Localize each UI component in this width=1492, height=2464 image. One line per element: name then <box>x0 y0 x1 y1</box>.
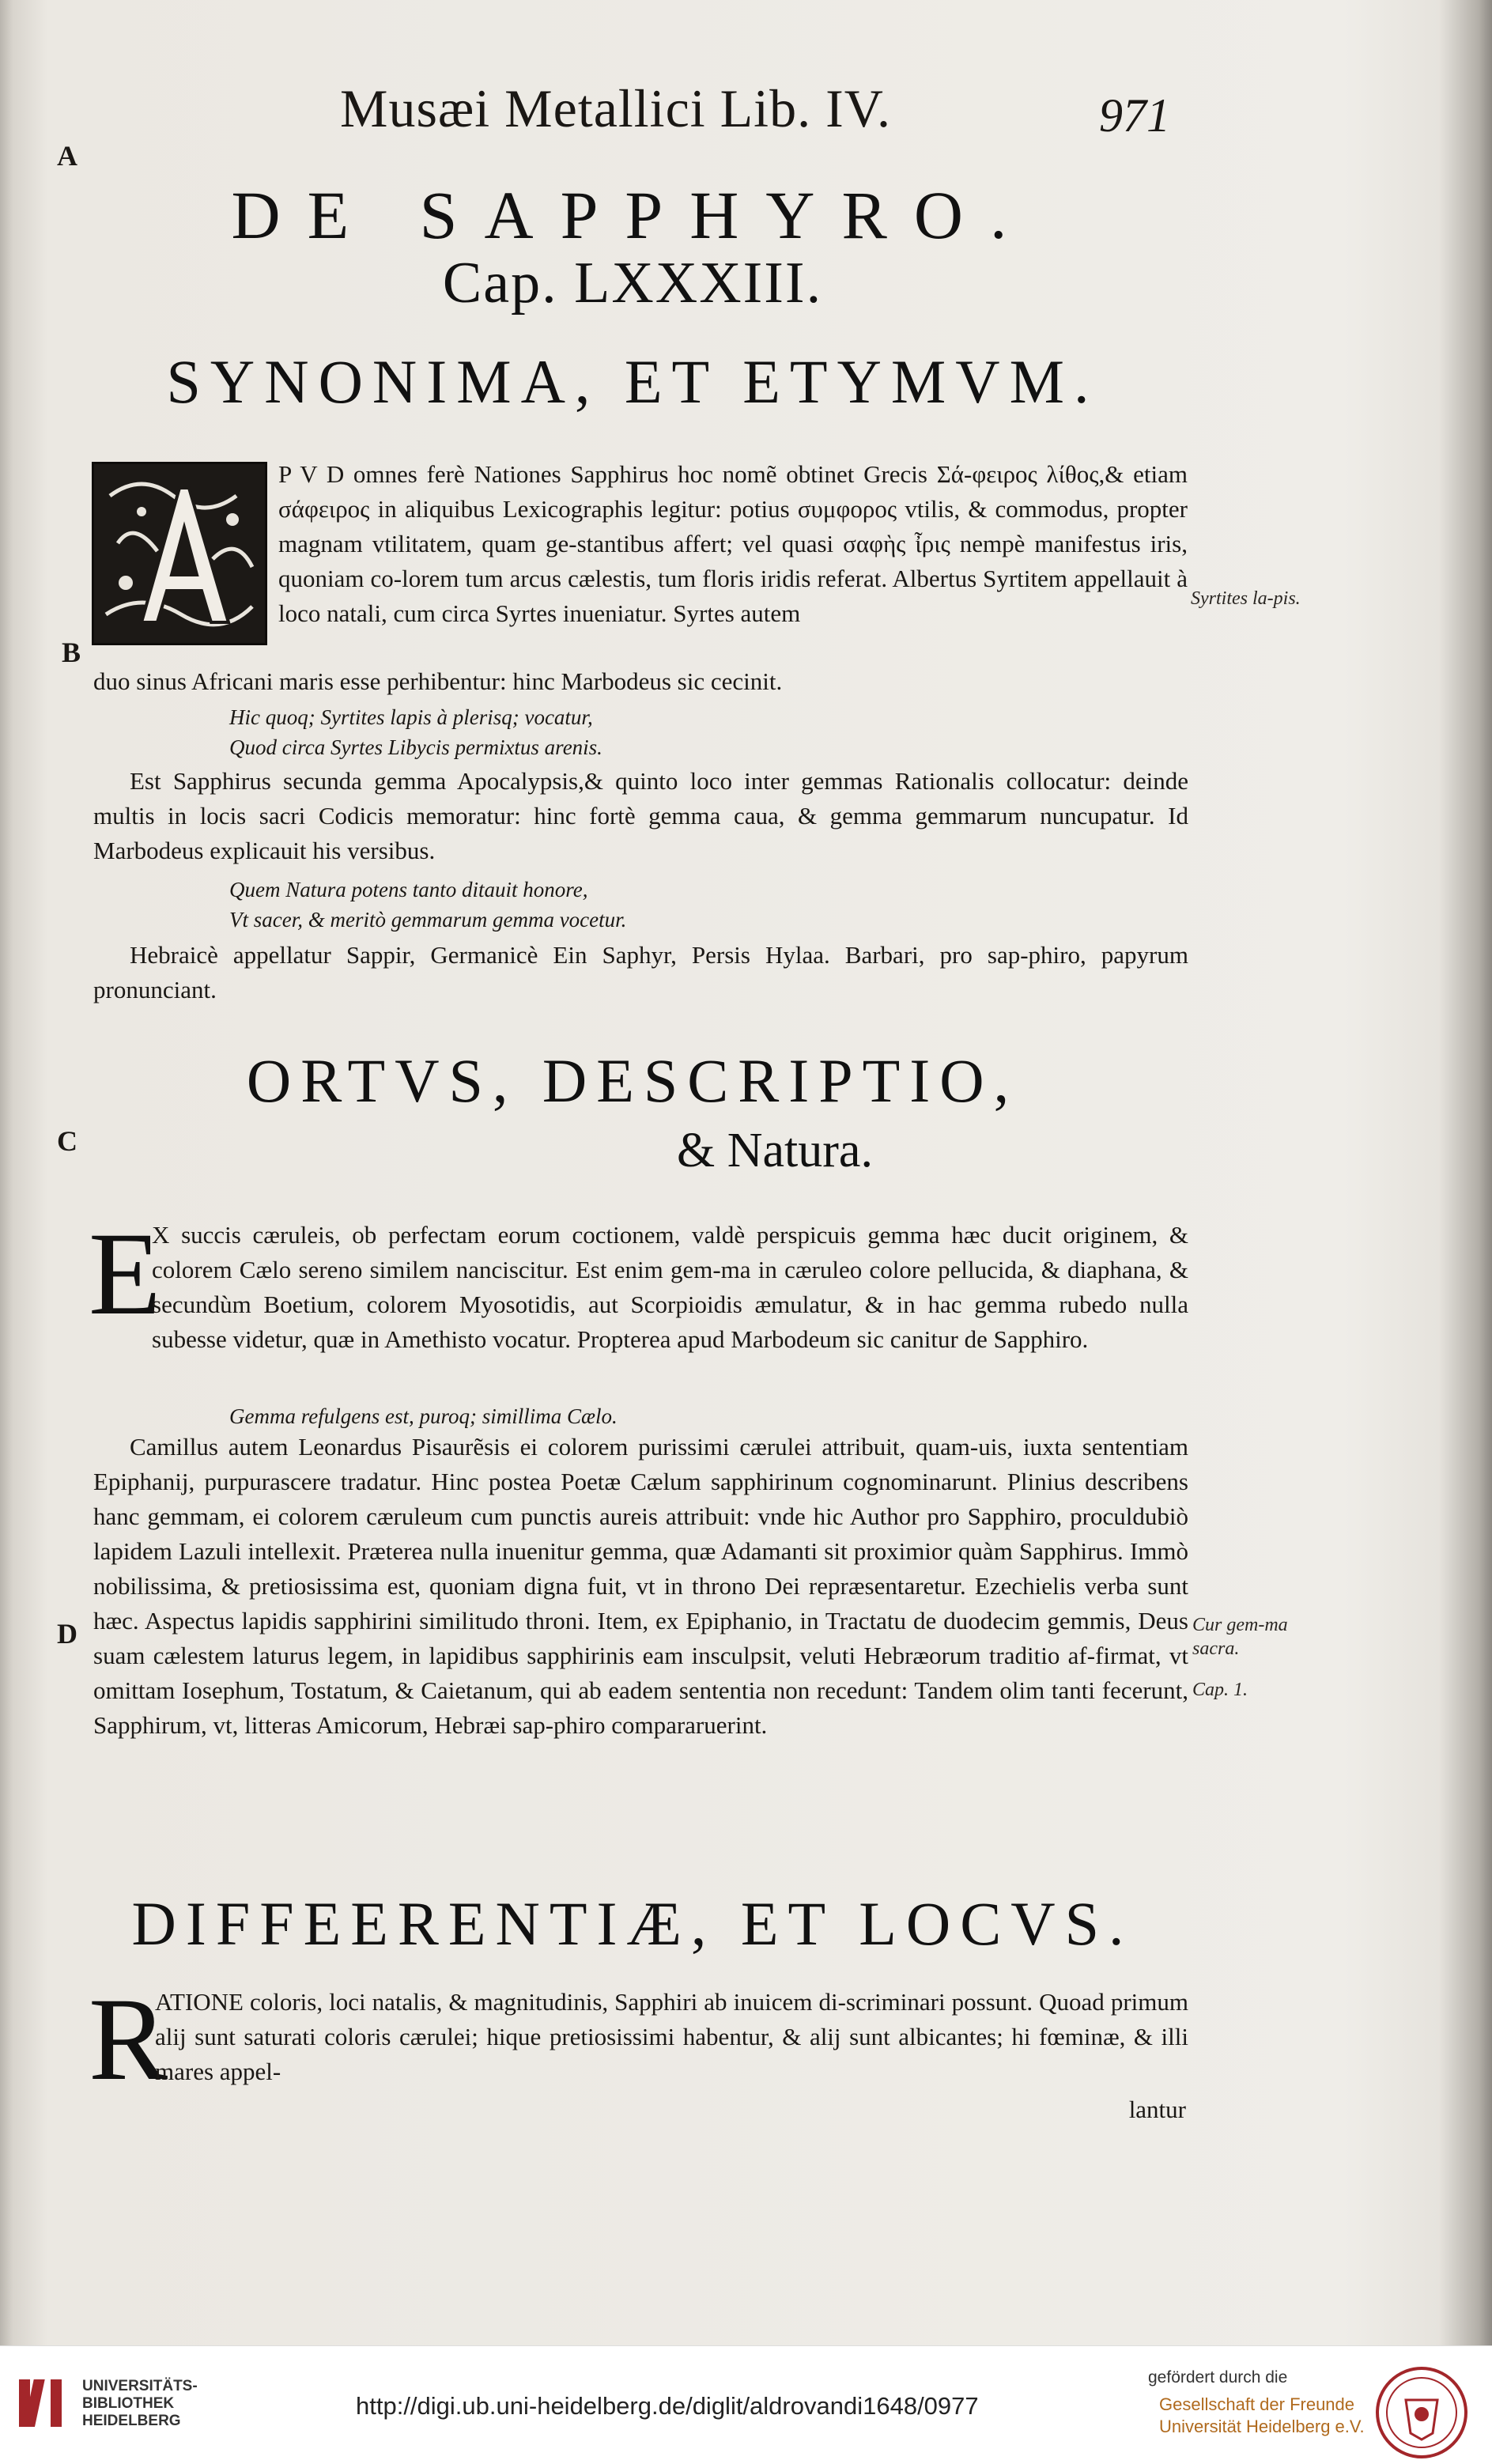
society-name-line-1: Gesellschaft der Freunde <box>1159 2394 1355 2414</box>
library-name-line-3: HEIDELBERG <box>82 2413 181 2429</box>
library-name-line-2: BIBLIOTHEK <box>82 2395 175 2412</box>
library-name <box>82 2378 198 2430</box>
society-name-line-2: Universität Heidelberg e.V. <box>1159 2417 1365 2436</box>
university-seal-icon <box>1374 2365 1469 2460</box>
verse-natura-2: Vt sacer, & meritò gemmarum gemma vocetur. <box>229 908 627 932</box>
library-name-line-1: UNIVERSITÄTS- <box>82 2378 198 2394</box>
differentiae-paragraph: ATIONE coloris, loci natalis, & magnitudinis, Sapphiri ab inuicem di-scriminari possunt. Quoad primum alij sunt saturati coloris cærulei; hique pretiosissimi habentur, & alij sunt albicantes; hi fœminæ, & illi mares appel- <box>155 1988 1188 2085</box>
ortus-paragraph-1: X succis cæruleis, ob perfectam eorum coctionem, valdè perspicuis gemma hæc ducit originem, & colorem Cælo sereno similem nanciscitur. Est enim gem-ma in cæruleo colore pellucida, & diaphana, & secundùm Boetium, colorem Myosotidis, aut Scorpioidis æmulatur, & in hac gemma rubedo nulla subesse videtur, quæ in Amethisto vocatur. Propterea apud Marbodeum sic canitur de Sapphiro. <box>152 1221 1188 1353</box>
ornamental-initial-a <box>92 462 267 645</box>
supported-by-label: gefördert durch die <box>1148 2368 1288 2387</box>
margin-marker-c: C <box>57 1125 77 1157</box>
drop-letter-r: R <box>89 1974 168 2105</box>
section-heading-differentiae: DIFFEERENTIÆ, ET LOCVS. <box>131 1889 1134 1958</box>
verse-gemma-refulgens: Gemma refulgens est, puroq; simillima Cælo. <box>229 1404 618 1428</box>
synonima-continuation: duo sinus Africani maris esse perhibentur: hinc Marbodeus sic cecinit. <box>93 667 783 695</box>
drop-letter-e: E <box>89 1208 161 1340</box>
university-library-logo <box>16 2375 73 2432</box>
running-head: Musæi Metallici Lib. IV. <box>340 78 892 138</box>
catchword: lantur <box>1128 2096 1186 2123</box>
verse-syrtites-2: Quod circa Syrtes Libycis permixtus arenis. <box>229 735 602 759</box>
margin-marker-b: B <box>62 637 81 668</box>
page-number: 971 <box>1099 89 1170 142</box>
synonima-opening-text: P V D omnes ferè Nationes Sapphirus hoc nomẽ obtinet Grecis Σά-φειρος λίθος,& etiam σάφειρος in aliquibus Lexicographis legitur: potius συμφορος vtilis, & commodus, propter magnam vtilitatem, quam ge-stantibus affert; vel quasi σαφὴς ἶρις nempè manifestus iris, quoniam co-lorem tum arcus cælestis, tum floris iridis referat. Albertus Syrtitem appellauit à loco natali, cum circa Syrtes inueniatur. Syrtes autem <box>278 460 1188 627</box>
university-seal <box>1374 2365 1469 2460</box>
margin-marker-d: D <box>57 1618 77 1650</box>
synonima-paragraph-2: Est Sapphirus secunda gemma Apocalypsis,& quinto loco inter gemmas Rationalis collocatur: deinde multis in locis sacri Codicis memoratur: hinc fortè gemma caua, & gemma gemmarum nuncupatur. Id Marbodeus explicauit his versibus. <box>93 767 1188 864</box>
verse-natura-1: Quem Natura potens tanto ditauit honore, <box>229 878 588 901</box>
margin-marker-a: A <box>57 140 77 172</box>
ortus-paragraph-2: Camillus autem Leonardus Pisaurẽsis ei colorem purissimi cærulei attribuit, quam-uis, iuxta sententiam Epiphanij, purpurascere tradatur. Hinc postea Poetæ Cælum sapphirinum cognominarunt. Plinius describens hanc gemmam, ei colorem cæruleum cum punctis aureis attribuit: vnde hic Author pro Sapphiro, proculdubiò lapidem Lazuli intellexit. Præterea nulla inuenitur gemma, quæ Adamanti sit proximior quàm Sapphirus. Immò nobilissima, & pretiosissima est, quoniam digna fuit, vt in throno Dei repræsentaretur. Ezechielis verba sunt hæc. Aspectus lapidis sapphirini similitudo throni. Item, ex Epiphanio, in Tractatu de duodecim gemmis, Deus suam cælestem laturus legem, in lapidibus sapphirinis eam insculpsit, veluti Hebræorum traditio af-firmat, vt omittam Iosephum, Tostatum, & Caietanum, qui ab eadem sententia non recedunt: Tandem olim tanti fecerunt, Sapphirum, vt, litteras Amicorum, Hebræi sap-phiro compararuerint. <box>93 1433 1188 1739</box>
section-subheading-natura: & Natura. <box>677 1124 873 1177</box>
footer-bar <box>0 2345 1492 2459</box>
marginal-note-cur-gemma: Cur gem-ma sacra. <box>1192 1615 1288 1659</box>
society-name <box>1159 2394 1365 2438</box>
chapter-title: DE SAPPHYRO. <box>231 177 1034 253</box>
library-logo-icon <box>16 2375 73 2432</box>
permalink-url[interactable]: http://digi.ub.uni-heidelberg.de/diglit/aldrovandi1648/0977 <box>356 2392 979 2420</box>
marginal-note-cap: Cap. 1. <box>1192 1680 1248 1700</box>
verse-syrtites-1: Hic quoq; Syrtites lapis à plerisq; vocatur, <box>229 705 593 729</box>
section-heading-synonima: SYNONIMA, ET ETYMVM. <box>166 347 1099 416</box>
marginal-note-syrtites: Syrtites la-pis. <box>1191 588 1301 609</box>
ornamental-initial-a-icon <box>94 464 265 643</box>
chapter-number: Cap. LXXXIII. <box>442 251 823 316</box>
section-heading-ortus: ORTVS, DESCRIPTIO, <box>246 1046 1019 1115</box>
synonima-paragraph-3: Hebraicè appellatur Sappir, Germanicè Ein Saphyr, Persis Hylaa. Barbari, pro sap-phiro, papyrum pronunciant. <box>93 941 1188 1003</box>
